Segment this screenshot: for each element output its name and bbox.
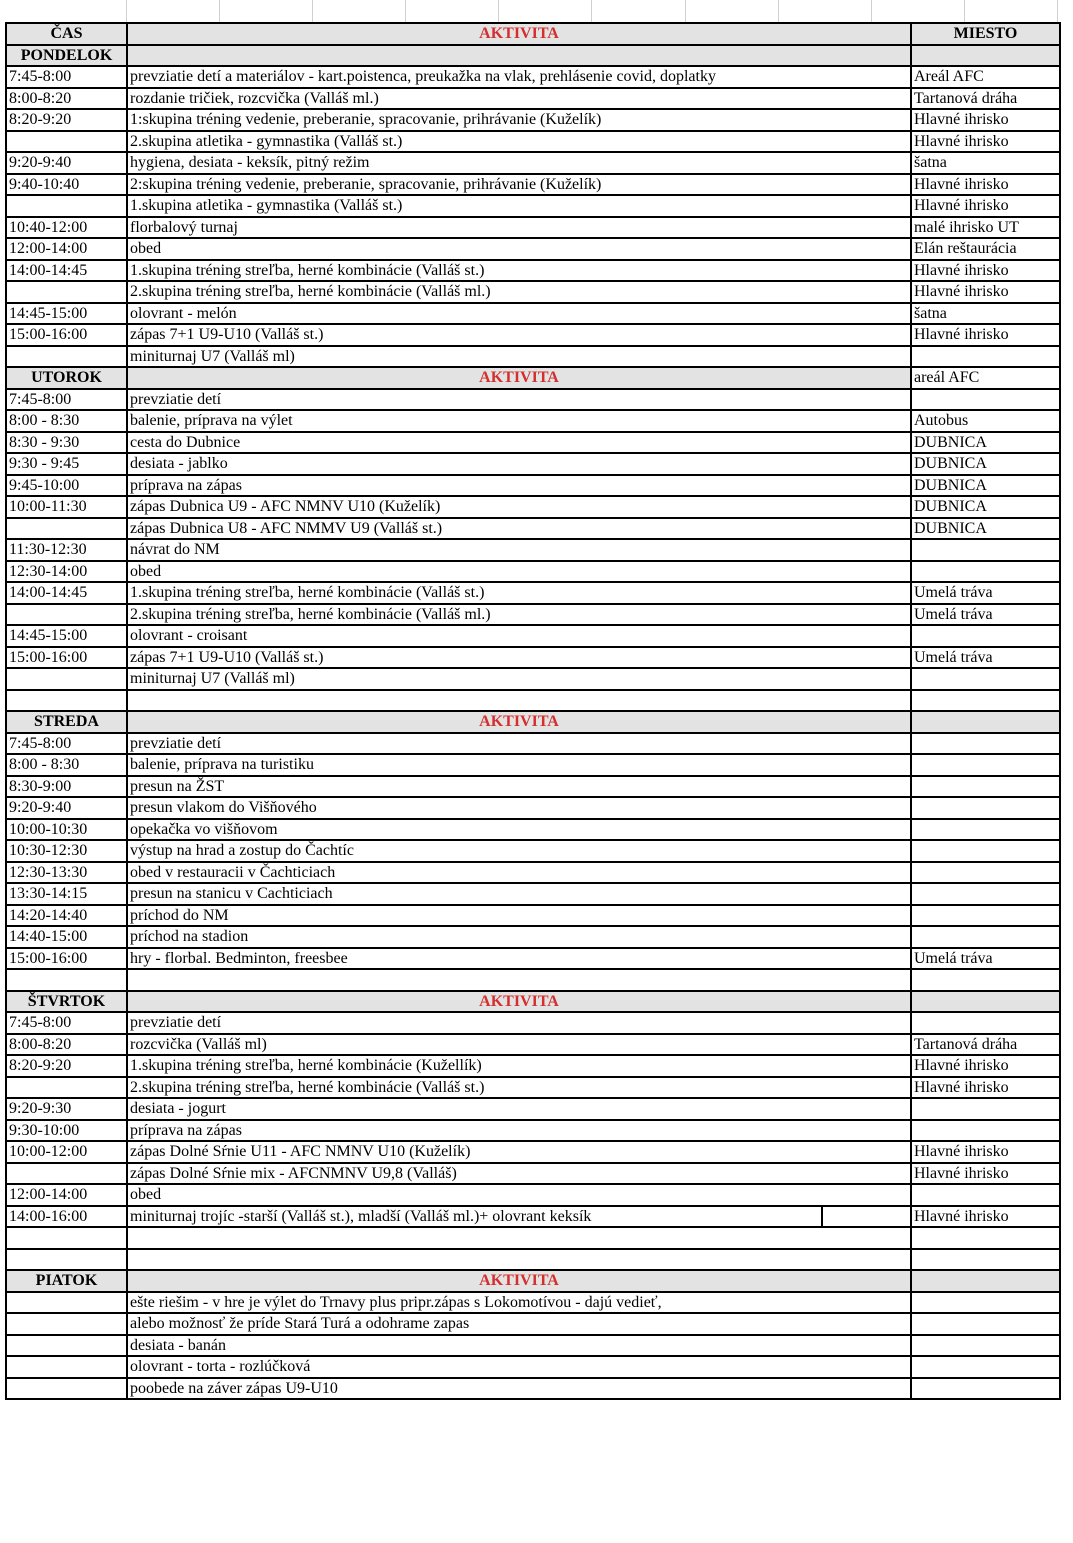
- time-cell: 8:30 - 9:30: [6, 432, 127, 454]
- activity-cell: hygiena, desiata - keksík, pitný režim: [127, 152, 911, 174]
- time-cell: 11:30-12:30: [6, 539, 127, 561]
- schedule-body: [6, 23, 1060, 1399]
- activity-cell-split: [127, 1206, 911, 1228]
- time-cell: 8:00 - 8:30: [6, 754, 127, 776]
- day-header-row: [6, 45, 1060, 67]
- place-cell: malé ihrisko UT: [911, 217, 1060, 239]
- place-cell: [911, 389, 1060, 411]
- time-cell: 15:00-16:00: [6, 647, 127, 669]
- day-header-row: [6, 367, 1060, 389]
- place-cell: Hlavné ihrisko: [911, 131, 1060, 153]
- activity-cell: rozdanie tričiek, rozcvička (Valláš ml.): [127, 88, 911, 110]
- header-activity: AKTIVITA: [127, 23, 911, 45]
- time-cell: 8:00-8:20: [6, 1034, 127, 1056]
- place-cell: [911, 561, 1060, 583]
- place-cell: Hlavné ihrisko: [911, 1055, 1060, 1077]
- activity-cell: 2.skupina tréning streľba, herné kombinácie (Valláš ml.): [127, 281, 911, 303]
- time-cell: 7:45-8:00: [6, 1012, 127, 1034]
- schedule-row: [6, 88, 1060, 110]
- time-cell: [6, 1313, 127, 1335]
- schedule-row: [6, 1141, 1060, 1163]
- place-cell: [911, 1356, 1060, 1378]
- day-activity-header: AKTIVITA: [127, 1270, 911, 1292]
- schedule-row: [6, 518, 1060, 540]
- activity-cell: [127, 1227, 911, 1249]
- time-cell: [6, 1378, 127, 1400]
- place-cell: Hlavné ihrisko: [911, 1163, 1060, 1185]
- activity-cell: 2.skupina tréning streľba, herné kombinácie (Valláš ml.): [127, 604, 911, 626]
- schedule-row: [6, 453, 1060, 475]
- activity-cell: prevziatie detí: [127, 1012, 911, 1034]
- place-cell: [911, 539, 1060, 561]
- place-cell: [911, 1249, 1060, 1271]
- schedule-row: [6, 410, 1060, 432]
- schedule-row: [6, 174, 1060, 196]
- schedule-row: [6, 561, 1060, 583]
- activity-cell: obed v restauracii v Čachticiach: [127, 862, 911, 884]
- time-cell: 8:00 - 8:30: [6, 410, 127, 432]
- time-cell: 7:45-8:00: [6, 389, 127, 411]
- time-cell: 15:00-16:00: [6, 324, 127, 346]
- day-name: PIATOK: [6, 1270, 127, 1292]
- time-cell: 7:45-8:00: [6, 733, 127, 755]
- activity-cell: [127, 690, 911, 712]
- time-cell: 9:20-9:40: [6, 152, 127, 174]
- place-cell: [911, 926, 1060, 948]
- place-cell: Umelá tráva: [911, 604, 1060, 626]
- schedule-row: [6, 797, 1060, 819]
- schedule-row: [6, 754, 1060, 776]
- schedule-row: [6, 948, 1060, 970]
- schedule-row: [6, 260, 1060, 282]
- camp-schedule-table: [5, 22, 1061, 1400]
- activity-cell: 2:skupina tréning vedenie, preberanie, spracovanie, prihrávanie (Kuželík): [127, 174, 911, 196]
- place-cell: Tartanová dráha: [911, 1034, 1060, 1056]
- sheet-column-strip: [126, 0, 1058, 22]
- schedule-row: [6, 1227, 1060, 1249]
- time-cell: [6, 604, 127, 626]
- day-place-header: [911, 45, 1060, 67]
- time-cell: 9:30 - 9:45: [6, 453, 127, 475]
- activity-extra-cell: [823, 1207, 825, 1227]
- day-place-header: [911, 711, 1060, 733]
- time-cell: 7:45-8:00: [6, 66, 127, 88]
- time-cell: 12:00-14:00: [6, 238, 127, 260]
- schedule-row: [6, 647, 1060, 669]
- schedule-row: [6, 582, 1060, 604]
- time-cell: [6, 668, 127, 690]
- schedule-row: [6, 733, 1060, 755]
- activity-cell: zápas Dolné Sŕnie mix - AFCNMNV U9,8 (Valláš): [127, 1163, 911, 1185]
- activity-cell: miniturnaj U7 (Valláš ml): [127, 346, 911, 368]
- day-name: STREDA: [6, 711, 127, 733]
- schedule-row: [6, 281, 1060, 303]
- activity-cell: miniturnaj U7 (Valláš ml): [127, 668, 911, 690]
- activity-cell: olovrant - melón: [127, 303, 911, 325]
- schedule-row: [6, 1034, 1060, 1056]
- activity-cell: príchod do NM: [127, 905, 911, 927]
- schedule-row: [6, 905, 1060, 927]
- time-cell: [6, 518, 127, 540]
- place-cell: [911, 668, 1060, 690]
- place-cell: [911, 840, 1060, 862]
- schedule-row: [6, 496, 1060, 518]
- schedule-row: [6, 152, 1060, 174]
- schedule-row: [6, 324, 1060, 346]
- time-cell: [6, 1077, 127, 1099]
- activity-cell: príprava na zápas: [127, 475, 911, 497]
- place-cell: Hlavné ihrisko: [911, 1077, 1060, 1099]
- place-cell: DUBNICA: [911, 518, 1060, 540]
- place-cell: [911, 1012, 1060, 1034]
- activity-cell: 1:skupina tréning vedenie, preberanie, spracovanie, prihrávanie (Kuželík): [127, 109, 911, 131]
- place-cell: Umelá tráva: [911, 647, 1060, 669]
- place-cell: Tartanová dráha: [911, 88, 1060, 110]
- column-header-row: [6, 23, 1060, 45]
- time-cell: 12:00-14:00: [6, 1184, 127, 1206]
- day-header-row: [6, 1270, 1060, 1292]
- time-cell: 9:30-10:00: [6, 1120, 127, 1142]
- activity-cell: prevziatie detí: [127, 389, 911, 411]
- day-name: ŠTVRTOK: [6, 991, 127, 1013]
- activity-cell: prevziatie detí a materiálov - kart.poistenca, preukažka na vlak, prehlásenie covid, doplatky: [127, 66, 911, 88]
- schedule-row: [6, 131, 1060, 153]
- place-cell: šatna: [911, 303, 1060, 325]
- activity-cell: presun na stanicu v Cachticiach: [127, 883, 911, 905]
- place-cell: Autobus: [911, 410, 1060, 432]
- time-cell: [6, 281, 127, 303]
- place-cell: Areál AFC: [911, 66, 1060, 88]
- place-cell: [911, 690, 1060, 712]
- day-header-row: [6, 991, 1060, 1013]
- day-activity-header: [127, 45, 911, 67]
- time-cell: [6, 969, 127, 991]
- activity-cell: olovrant - torta - rozlúčková: [127, 1356, 911, 1378]
- day-place-header: [911, 1270, 1060, 1292]
- place-cell: Hlavné ihrisko: [911, 1141, 1060, 1163]
- schedule-row: [6, 604, 1060, 626]
- activity-cell: prevziatie detí: [127, 733, 911, 755]
- activity-cell: hry - florbal. Bedminton, freesbee: [127, 948, 911, 970]
- place-cell: Hlavné ihrisko: [911, 324, 1060, 346]
- time-cell: 10:00-12:00: [6, 1141, 127, 1163]
- time-cell: 9:40-10:40: [6, 174, 127, 196]
- schedule-row: [6, 668, 1060, 690]
- place-cell: [911, 1335, 1060, 1357]
- schedule-row: [6, 1098, 1060, 1120]
- time-cell: 8:20-9:20: [6, 109, 127, 131]
- activity-cell: 1.skupina atletika - gymnastika (Valláš st.): [127, 195, 911, 217]
- time-cell: 10:00-10:30: [6, 819, 127, 841]
- place-cell: šatna: [911, 152, 1060, 174]
- place-cell: Hlavné ihrisko: [911, 174, 1060, 196]
- place-cell: Elán reštaurácia: [911, 238, 1060, 260]
- activity-cell: desiata - jogurt: [127, 1098, 911, 1120]
- time-cell: [6, 1356, 127, 1378]
- time-cell: 14:00-16:00: [6, 1206, 127, 1228]
- schedule-row: [6, 1206, 1060, 1228]
- schedule-row: [6, 883, 1060, 905]
- time-cell: [6, 195, 127, 217]
- schedule-row: [6, 1335, 1060, 1357]
- time-cell: 13:30-14:15: [6, 883, 127, 905]
- schedule-row: [6, 475, 1060, 497]
- activity-cell: florbalový turnaj: [127, 217, 911, 239]
- place-cell: Umelá tráva: [911, 582, 1060, 604]
- place-cell: [911, 733, 1060, 755]
- time-cell: [6, 131, 127, 153]
- day-activity-header: AKTIVITA: [127, 367, 911, 389]
- activity-cell: presun vlakom do Višňového: [127, 797, 911, 819]
- schedule-row: [6, 819, 1060, 841]
- place-cell: DUBNICA: [911, 496, 1060, 518]
- schedule-row: [6, 195, 1060, 217]
- time-cell: [6, 1227, 127, 1249]
- time-cell: 15:00-16:00: [6, 948, 127, 970]
- schedule-row: [6, 1184, 1060, 1206]
- activity-cell: 1.skupina tréning streľba, herné kombinácie (Valláš st.): [127, 582, 911, 604]
- day-header-row: [6, 711, 1060, 733]
- activity-cell: zápas 7+1 U9-U10 (Valláš st.): [127, 647, 911, 669]
- place-cell: Hlavné ihrisko: [911, 1206, 1060, 1228]
- day-activity-header: AKTIVITA: [127, 711, 911, 733]
- header-place: MIESTO: [911, 23, 1060, 45]
- activity-cell: 2.skupina tréning streľba, herné kombinácie (Valláš st.): [127, 1077, 911, 1099]
- place-cell: [911, 1378, 1060, 1400]
- day-name: PONDELOK: [6, 45, 127, 67]
- activity-cell: 1.skupina tréning streľba, herné kombinácie (Valláš st.): [127, 260, 911, 282]
- schedule-row: [6, 1249, 1060, 1271]
- schedule-row: [6, 109, 1060, 131]
- place-cell: Hlavné ihrisko: [911, 281, 1060, 303]
- schedule-row: [6, 776, 1060, 798]
- place-cell: [911, 797, 1060, 819]
- time-cell: 10:40-12:00: [6, 217, 127, 239]
- activity-cell: ešte riešim - v hre je výlet do Trnavy plus pripr.zápas s Lokomotívou - dajú vedieť,: [127, 1292, 911, 1314]
- schedule-row: [6, 840, 1060, 862]
- time-cell: 8:20-9:20: [6, 1055, 127, 1077]
- place-cell: Umelá tráva: [911, 948, 1060, 970]
- day-activity-header: AKTIVITA: [127, 991, 911, 1013]
- place-cell: [911, 776, 1060, 798]
- place-cell: Hlavné ihrisko: [911, 195, 1060, 217]
- time-cell: 14:45-15:00: [6, 303, 127, 325]
- schedule-row: [6, 1012, 1060, 1034]
- schedule-row: [6, 389, 1060, 411]
- activity-cell: príprava na zápas: [127, 1120, 911, 1142]
- activity-cell: presun na ŽST: [127, 776, 911, 798]
- activity-cell: balenie, príprava na turistiku: [127, 754, 911, 776]
- time-cell: 8:00-8:20: [6, 88, 127, 110]
- schedule-row: [6, 1292, 1060, 1314]
- activity-cell: návrat do NM: [127, 539, 911, 561]
- activity-cell: [127, 969, 911, 991]
- schedule-row: [6, 625, 1060, 647]
- time-cell: [6, 1163, 127, 1185]
- activity-cell: príchod na stadion: [127, 926, 911, 948]
- place-cell: [911, 1184, 1060, 1206]
- schedule-row: [6, 969, 1060, 991]
- schedule-row: [6, 1077, 1060, 1099]
- day-place-header: areál AFC: [911, 367, 1060, 389]
- place-cell: [911, 1313, 1060, 1335]
- place-cell: [911, 1120, 1060, 1142]
- schedule-row: [6, 1120, 1060, 1142]
- place-cell: [911, 346, 1060, 368]
- schedule-row: [6, 1378, 1060, 1400]
- schedule-row: [6, 539, 1060, 561]
- activity-cell: zápas Dubnica U9 - AFC NMNV U10 (Kuželík): [127, 496, 911, 518]
- activity-cell: desiata - banán: [127, 1335, 911, 1357]
- activity-cell: opekačka vo višňovom: [127, 819, 911, 841]
- place-cell: [911, 862, 1060, 884]
- place-cell: DUBNICA: [911, 453, 1060, 475]
- time-cell: [6, 346, 127, 368]
- activity-cell: zápas 7+1 U9-U10 (Valláš st.): [127, 324, 911, 346]
- day-name: UTOROK: [6, 367, 127, 389]
- schedule-row: [6, 346, 1060, 368]
- schedule-row: [6, 862, 1060, 884]
- place-cell: [911, 754, 1060, 776]
- time-cell: 9:20-9:30: [6, 1098, 127, 1120]
- place-cell: [911, 905, 1060, 927]
- activity-cell: cesta do Dubnice: [127, 432, 911, 454]
- schedule-row: [6, 238, 1060, 260]
- schedule-row: [6, 926, 1060, 948]
- time-cell: 14:45-15:00: [6, 625, 127, 647]
- schedule-row: [6, 690, 1060, 712]
- time-cell: [6, 1292, 127, 1314]
- activity-cell: rozcvička (Valláš ml): [127, 1034, 911, 1056]
- time-cell: 10:00-11:30: [6, 496, 127, 518]
- place-cell: Hlavné ihrisko: [911, 109, 1060, 131]
- day-place-header: [911, 991, 1060, 1013]
- time-cell: 12:30-13:30: [6, 862, 127, 884]
- place-cell: [911, 625, 1060, 647]
- activity-cell: zápas Dolné Sŕnie U11 - AFC NMNV U10 (Kuželík): [127, 1141, 911, 1163]
- activity-cell: desiata - jablko: [127, 453, 911, 475]
- schedule-row: [6, 1313, 1060, 1335]
- time-cell: 9:20-9:40: [6, 797, 127, 819]
- schedule-row: [6, 1055, 1060, 1077]
- place-cell: [911, 1292, 1060, 1314]
- time-cell: 12:30-14:00: [6, 561, 127, 583]
- place-cell: DUBNICA: [911, 475, 1060, 497]
- activity-cell: 1.skupina tréning streľba, herné kombinácie (Kužellík): [127, 1055, 911, 1077]
- activity-cell: zápas Dubnica U8 - AFC NMMV U9 (Valláš st.): [127, 518, 911, 540]
- place-cell: [911, 969, 1060, 991]
- activity-cell: 2.skupina atletika - gymnastika (Valláš st.): [127, 131, 911, 153]
- activity-cell: alebo možnosť že príde Stará Turá a odohrame zapas: [127, 1313, 911, 1335]
- activity-cell: poobede na záver zápas U9-U10: [127, 1378, 911, 1400]
- schedule-row: [6, 66, 1060, 88]
- place-cell: [911, 819, 1060, 841]
- time-cell: 14:40-15:00: [6, 926, 127, 948]
- activity-cell: obed: [127, 561, 911, 583]
- time-cell: 14:00-14:45: [6, 260, 127, 282]
- activity-cell: výstup na hrad a zostup do Čachtíc: [127, 840, 911, 862]
- schedule-row: [6, 432, 1060, 454]
- time-cell: 8:30-9:00: [6, 776, 127, 798]
- schedule-row: [6, 217, 1060, 239]
- place-cell: [911, 1098, 1060, 1120]
- place-cell: [911, 883, 1060, 905]
- place-cell: [911, 1227, 1060, 1249]
- activity-cell: obed: [127, 1184, 911, 1206]
- time-cell: 14:20-14:40: [6, 905, 127, 927]
- activity-cell: [127, 1249, 911, 1271]
- place-cell: DUBNICA: [911, 432, 1060, 454]
- place-cell: Hlavné ihrisko: [911, 260, 1060, 282]
- time-cell: 9:45-10:00: [6, 475, 127, 497]
- schedule-row: [6, 303, 1060, 325]
- schedule-row: [6, 1356, 1060, 1378]
- activity-cell: obed: [127, 238, 911, 260]
- activity-cell: olovrant - croisant: [127, 625, 911, 647]
- time-cell: [6, 1249, 127, 1271]
- activity-text: miniturnaj trojíc -starší (Valláš st.), mladší (Valláš ml.)+ olovrant keksík: [128, 1207, 823, 1227]
- schedule-row: [6, 1163, 1060, 1185]
- time-cell: 10:30-12:30: [6, 840, 127, 862]
- time-cell: [6, 1335, 127, 1357]
- header-time: ČAS: [6, 23, 127, 45]
- time-cell: 14:00-14:45: [6, 582, 127, 604]
- time-cell: [6, 690, 127, 712]
- activity-cell: balenie, príprava na výlet: [127, 410, 911, 432]
